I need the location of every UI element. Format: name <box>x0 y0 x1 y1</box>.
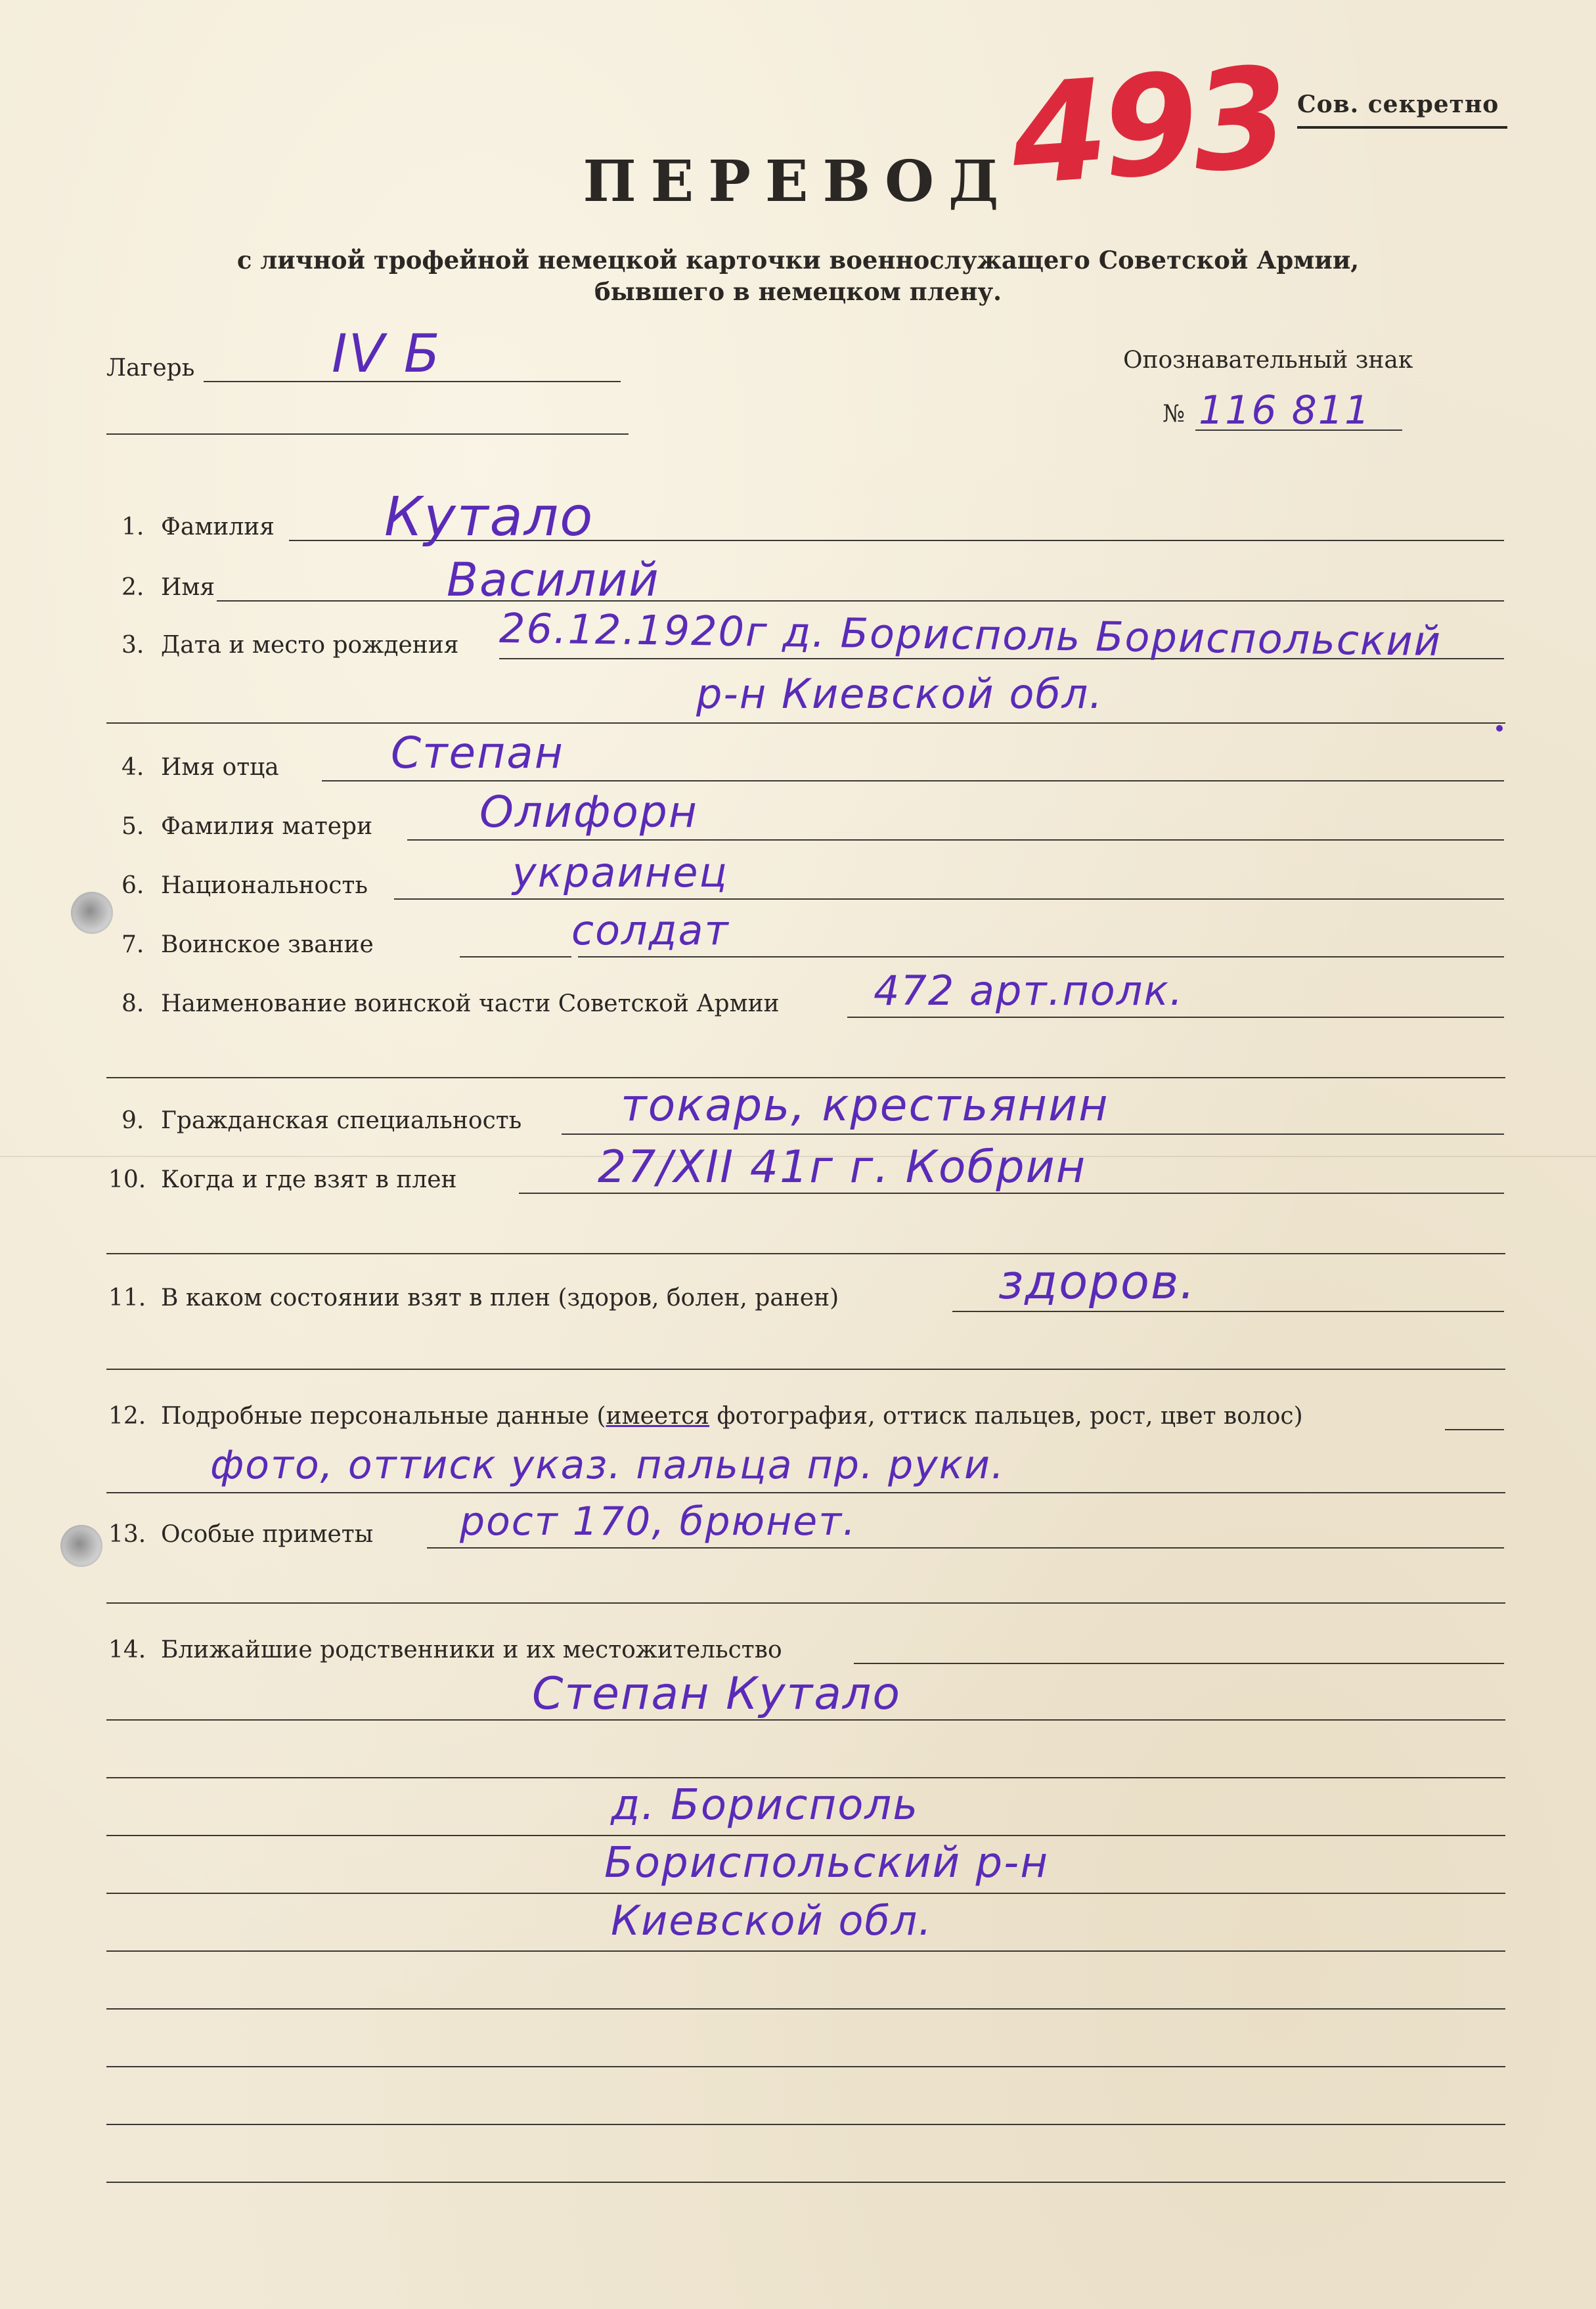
document-subtitle <box>0 244 1596 307</box>
field-6-line <box>394 898 1504 900</box>
field-8-label: Наименование воинской части Советской Армии <box>161 990 780 1017</box>
field-14-address-3: Киевской обл. <box>611 1897 933 1945</box>
field-14-line-6 <box>106 1950 1505 1952</box>
field-11-value: здоров. <box>998 1254 1197 1309</box>
classification-underline <box>1297 126 1507 129</box>
field-12-label-underlined: имеется <box>606 1403 709 1430</box>
field-10-number: 10. <box>108 1166 146 1193</box>
ink-dot <box>1496 725 1503 732</box>
field-9-line <box>562 1133 1504 1135</box>
field-14-number: 14. <box>108 1637 146 1663</box>
archive-number: 493 <box>1006 36 1289 217</box>
field-3-label: Дата и место рождения <box>161 632 459 659</box>
field-10-label: Когда и где взят в плен <box>161 1166 457 1193</box>
field-4-value: Степан <box>391 728 564 778</box>
field-14-line-9 <box>106 2124 1505 2125</box>
field-12-label <box>161 1403 1303 1430</box>
field-14-address-1: д. Борисполь <box>611 1781 920 1830</box>
field-1-number: 1. <box>122 514 144 540</box>
field-13-label: Особые приметы <box>161 1521 374 1548</box>
camp-label: Лагерь <box>106 355 195 382</box>
field-13-line <box>427 1547 1504 1549</box>
field-12-value: фото, оттиск указ. пальца пр. руки. <box>210 1442 1006 1488</box>
field-11-number: 11. <box>108 1285 146 1311</box>
document-title: ПЕРЕВОД <box>583 148 1013 215</box>
field-7-line-a <box>460 956 571 957</box>
field-2-number: 2. <box>122 574 144 601</box>
field-9-label: Гражданская специальность <box>161 1107 522 1134</box>
id-tag-number-sign: № <box>1163 401 1186 428</box>
field-7-value: солдат <box>571 906 730 954</box>
field-5-label: Фамилия матери <box>161 813 373 840</box>
field-4-line <box>322 780 1504 781</box>
field-6-number: 6. <box>122 872 144 899</box>
field-2-value: Василий <box>447 553 660 607</box>
field-3-value-2: р-н Киевской обл. <box>696 670 1103 718</box>
field-4-label: Имя отца <box>161 754 279 781</box>
field-7-label: Воинское звание <box>161 931 374 958</box>
field-12-number: 12. <box>108 1403 146 1430</box>
field-3-number: 3. <box>122 632 144 659</box>
camp-value: IV Б <box>332 323 441 384</box>
field-1-value: Кутало <box>384 486 594 548</box>
field-8-line-2 <box>106 1077 1505 1078</box>
field-11-line <box>952 1311 1504 1312</box>
field-11-label: В каком состоянии взят в плен (здоров, болен, ранен) <box>161 1285 839 1311</box>
field-13-number: 13. <box>108 1521 146 1548</box>
field-12-line <box>1445 1429 1504 1430</box>
field-5-number: 5. <box>122 813 144 840</box>
field-10-line-2 <box>106 1253 1505 1254</box>
field-5-value: Олифорн <box>479 787 698 837</box>
subtitle-line-2: бывшего в немецком плену. <box>594 277 1002 306</box>
punch-hole-top <box>71 892 113 934</box>
field-8-line <box>847 1017 1504 1018</box>
field-6-label: Национальность <box>161 872 368 899</box>
field-14-label: Ближайшие родственники и их местожительство <box>161 1637 782 1663</box>
field-14-line-10 <box>106 2182 1505 2183</box>
field-5-line <box>407 839 1504 841</box>
field-14-line-3 <box>106 1777 1505 1778</box>
field-9-value: токарь, крестьянин <box>621 1080 1109 1132</box>
field-14-line <box>854 1663 1504 1664</box>
camp-line-2 <box>106 433 629 435</box>
field-1-label: Фамилия <box>161 514 275 540</box>
field-6-value: украинец <box>512 848 728 896</box>
field-9-number: 9. <box>122 1107 144 1134</box>
field-14-address-2: Бориспольский р-н <box>604 1839 1050 1887</box>
field-11-line-2 <box>106 1369 1505 1370</box>
subtitle-line-1: с личной трофейной немецкой карточки военнослужащего Советской Армии, <box>236 246 1360 275</box>
field-10-value: 27/XII 41г г. Кобрин <box>598 1141 1087 1193</box>
field-3-line-2 <box>106 722 1505 724</box>
field-12-label-end: фотография, оттиск пальцев, рост, цвет волос) <box>709 1403 1303 1430</box>
field-12-label-start: Подробные персональные данные ( <box>161 1403 606 1430</box>
field-14-line-5 <box>106 1893 1505 1894</box>
field-14-value: Степан Кутало <box>532 1668 901 1720</box>
field-2-line <box>217 600 1504 602</box>
field-2-label: Имя <box>161 574 215 601</box>
field-14-line-8 <box>106 2066 1505 2067</box>
field-7-line-b <box>578 956 1504 957</box>
field-8-value: 472 арт.полк. <box>874 967 1184 1015</box>
field-4-number: 4. <box>122 754 144 781</box>
classification-label: Сов. секретно <box>1297 91 1499 118</box>
field-14-line-7 <box>106 2008 1505 2010</box>
field-14-line-4 <box>106 1835 1505 1836</box>
field-8-number: 8. <box>122 990 144 1017</box>
field-7-number: 7. <box>122 931 144 958</box>
field-13-value: рост 170, брюнет. <box>460 1499 857 1545</box>
id-tag-value: 116 811 <box>1199 387 1371 433</box>
id-tag-label: Опознавательный знак <box>1123 347 1413 374</box>
field-12-line-2 <box>106 1492 1505 1493</box>
field-3-value: 26.12.1920г д. Борисполь Бориспольский <box>499 604 1442 666</box>
field-13-line-2 <box>106 1602 1505 1604</box>
punch-hole-bottom <box>60 1525 102 1567</box>
